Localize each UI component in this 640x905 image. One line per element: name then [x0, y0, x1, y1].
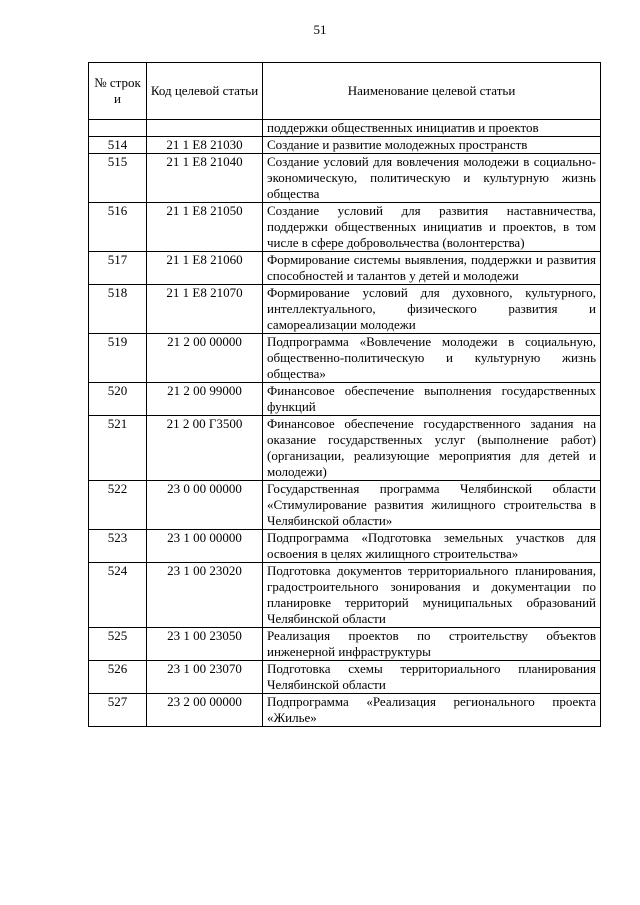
target-code-cell: 21 2 00 99000 — [147, 383, 263, 416]
target-name-cell: Формирование системы выявления, поддержки и развития способностей и талантов у детей и молодежи — [263, 252, 601, 285]
row-number-cell: 521 — [89, 416, 147, 481]
header-row-number: № строк и — [89, 63, 147, 120]
target-name-cell: Подготовка схемы территориального планирования Челябинской области — [263, 661, 601, 694]
target-code-cell: 21 1 E8 21030 — [147, 137, 263, 154]
header-target-name: Наименование целевой статьи — [263, 63, 601, 120]
row-number-cell: 526 — [89, 661, 147, 694]
table-row — [89, 530, 601, 563]
row-number-cell — [89, 120, 147, 137]
target-name-cell: Финансовое обеспечение государственного задания на оказание государственных услуг (выполнение работ) (организации, реализующие мероприятия для детей и молодежи) — [263, 416, 601, 481]
page-number: 51 — [313, 22, 327, 37]
row-number-cell: 524 — [89, 563, 147, 628]
target-name-cell: Подпрограмма «Реализация регионального проекта «Жилье» — [263, 694, 601, 727]
target-name-cell: Подпрограмма «Подготовка земельных участков для освоения в целях жилищного строительства» — [263, 530, 601, 563]
target-name-cell: поддержки общественных инициатив и проектов — [263, 120, 601, 137]
target-code-cell: 23 1 00 23020 — [147, 563, 263, 628]
row-number-cell: 516 — [89, 203, 147, 252]
target-articles-table — [88, 62, 601, 727]
target-code-cell — [147, 120, 263, 137]
table-row — [89, 137, 601, 154]
target-code-cell: 23 0 00 00000 — [147, 481, 263, 530]
row-number-cell: 523 — [89, 530, 147, 563]
row-number-cell: 517 — [89, 252, 147, 285]
target-name-cell: Создание условий для развития наставничества, поддержки общественных инициатив и проектов, в том числе в сфере добровольчества (волонтерства) — [263, 203, 601, 252]
table-row — [89, 154, 601, 203]
target-code-cell: 21 1 E8 21070 — [147, 285, 263, 334]
row-number-cell: 525 — [89, 628, 147, 661]
target-name-cell: Формирование условий для духовного, культурного, интеллектуального, физического развития и самореализации молодежи — [263, 285, 601, 334]
table-row — [89, 661, 601, 694]
table-row — [89, 203, 601, 252]
target-code-cell: 23 2 00 00000 — [147, 694, 263, 727]
table-row — [89, 416, 601, 481]
table-row — [89, 383, 601, 416]
target-name-cell: Создание условий для вовлечения молодежи в социально-экономическую, политическую и культурную жизнь общества — [263, 154, 601, 203]
row-number-cell: 514 — [89, 137, 147, 154]
target-code-cell: 23 1 00 23050 — [147, 628, 263, 661]
table-row — [89, 628, 601, 661]
target-code-cell: 21 2 00 Г3500 — [147, 416, 263, 481]
row-number-cell: 519 — [89, 334, 147, 383]
target-name-cell: Создание и развитие молодежных пространств — [263, 137, 601, 154]
row-number-cell: 527 — [89, 694, 147, 727]
target-name-cell: Подготовка документов территориального планирования, градостроительного зонирования и документации по планировке территорий муниципальных образований Челябинской области — [263, 563, 601, 628]
target-name-cell: Подпрограмма «Вовлечение молодежи в социальную, общественно-политическую и культурную жизнь общества» — [263, 334, 601, 383]
table-row — [89, 334, 601, 383]
table-header-row — [89, 63, 601, 120]
table-row-continued — [89, 120, 601, 137]
table-row — [89, 252, 601, 285]
target-name-cell: Финансовое обеспечение выполнения государственных функций — [263, 383, 601, 416]
table-row — [89, 563, 601, 628]
row-number-cell: 522 — [89, 481, 147, 530]
table-row — [89, 481, 601, 530]
row-number-cell: 520 — [89, 383, 147, 416]
target-code-cell: 23 1 00 23070 — [147, 661, 263, 694]
target-name-cell: Государственная программа Челябинской области «Стимулирование развития жилищного строительства в Челябинской области» — [263, 481, 601, 530]
row-number-cell: 515 — [89, 154, 147, 203]
row-number-cell: 518 — [89, 285, 147, 334]
header-target-code: Код целевой статьи — [147, 63, 263, 120]
target-code-cell: 21 1 E8 21040 — [147, 154, 263, 203]
target-code-cell: 23 1 00 00000 — [147, 530, 263, 563]
table-row — [89, 285, 601, 334]
target-code-cell: 21 2 00 00000 — [147, 334, 263, 383]
target-name-cell: Реализация проектов по строительству объектов инженерной инфраструктуры — [263, 628, 601, 661]
target-code-cell: 21 1 E8 21060 — [147, 252, 263, 285]
target-code-cell: 21 1 E8 21050 — [147, 203, 263, 252]
table-row — [89, 694, 601, 727]
